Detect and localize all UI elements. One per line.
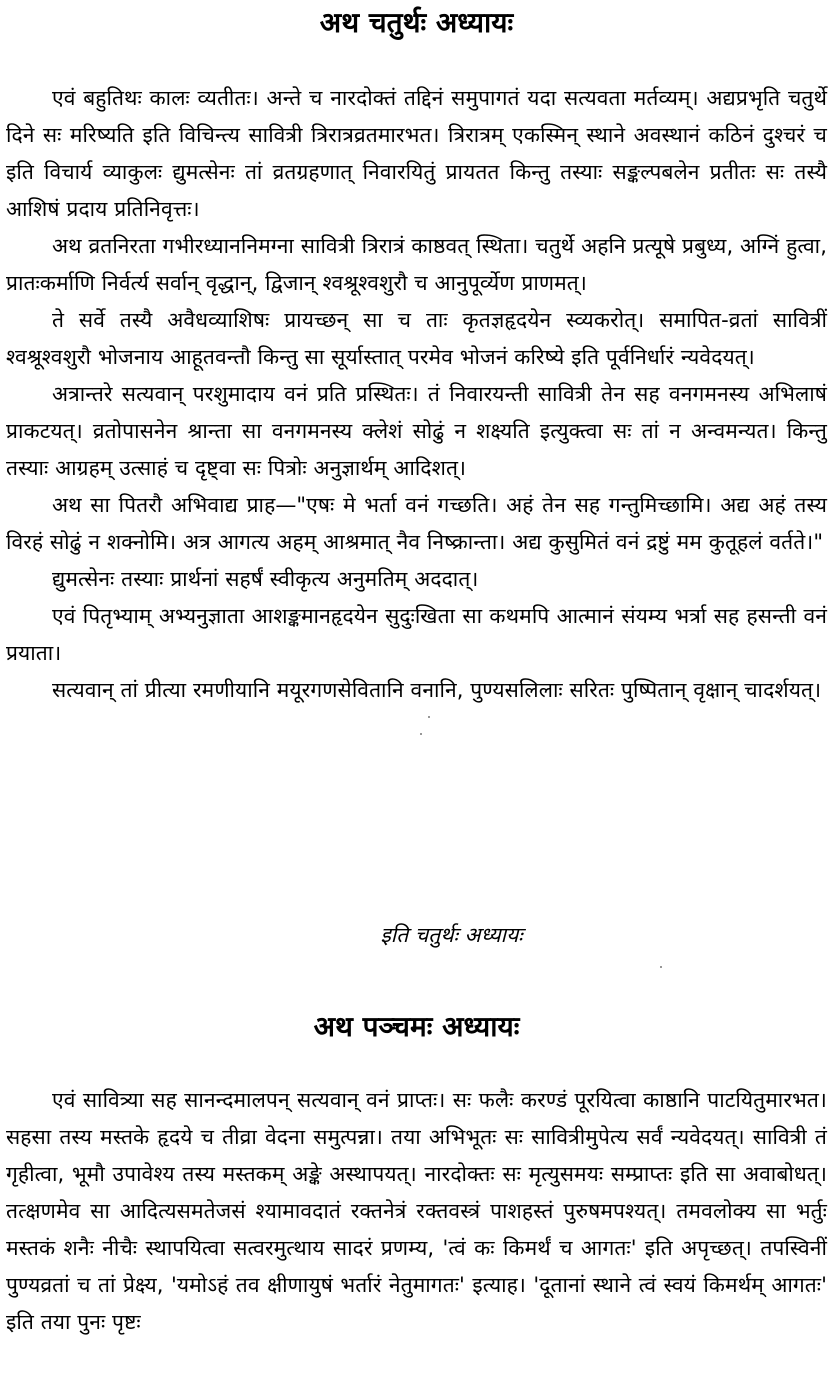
scan-speck [420, 733, 422, 735]
scan-speck [660, 966, 662, 968]
chapter-4-body [6, 80, 827, 709]
scan-speck [428, 716, 430, 718]
chapter-4-paragraph: एवं बहुतिथः कालः व्यतीतः। अन्ते च नारदोक्तं तद्दिनं समुपागतं यदा सत्यवता मर्तव्यम्। अद्यप्रभृति चतुर्थे दिने सः मरिष्यति इति विचिन्त्य सावित्री त्रिरात्रव्रतमारभत। त्रिरात्रम् एकस्मिन् स्थाने अवस्थानं कठिनं दुश्चरं च इति विचार्य व्याकुलः द्युमत्सेनः तां व्रतग्रहणात् निवारयितुं प्रायतत किन्तु तस्याः सङ्कल्पबलेन प्रतीतः सः तस्यै आशिषं प्रदाय प्रतिनिवृत्तः। [6, 86, 827, 221]
chapter-4-paragraph: अत्रान्तरे सत्यवान् परशुमादाय वनं प्रति प्रस्थितः। तं निवारयन्ती सावित्री तेन सह वनगमनस्य अभिलाषं प्राकटयत्। व्रतोपासनेन श्रान्ता सा वनगमनस्य क्लेशं सोढुं न शक्ष्यति इत्युक्त्वा सः तां न अन्वमन्यत। किन्तु तस्याः आग्रहम् उत्साहं च दृष्ट्वा सः पित्रोः अनुज्ञार्थम् आदिशत्। [6, 382, 827, 480]
chapter-4-title: अथ चतुर्थः अध्यायः [319, 6, 514, 39]
chapter-4-paragraph: एवं पितृभ्याम् अभ्यनुज्ञाता आशङ्कमानहृदयेन सुदुःखिता सा कथमपि आत्मानं संयम्य भर्त्रा सह हसन्ती वनं प्रयाता। [6, 604, 827, 665]
chapter-4-paragraph: ते सर्वे तस्यै अवैधव्याशिषः प्रायच्छन् सा च ताः कृतज्ञहृदयेन स्व्यकरोत्। समापित-व्रतां सावित्रीं श्वश्रूश्वशुरौ भोजनाय आहूतवन्तौ किन्तु सा सूर्यास्तात् परमेव भोजनं करिष्ये इति पूर्वनिर्धारं न्यवेदयत्। [6, 308, 827, 369]
chapter-4-paragraph: सत्यवान् तां प्रीत्या रमणीयानि मयूरगणसेवितानि वनानि, पुण्यसलिलाः सरितः पुष्पितान् वृक्षान् चादर्शयत्। [52, 678, 822, 702]
chapter-5-title: अथ पञ्चमः अध्यायः [313, 1010, 520, 1043]
chapter-5-body [6, 1082, 827, 1341]
chapter-4-paragraph: अथ व्रतनिरता गभीरध्याननिमग्ना सावित्री त्रिरात्रं काष्ठवत् स्थिता। चतुर्थे अहनि प्रत्यूषे प्रबुध्य, अग्निं हुत्वा, प्रातःकर्माणि निर्वर्त्य सर्वान् वृद्धान्, द्विजान् श्वश्रूश्वशुरौ च आनुपूर्व्येण प्राणमत्। [6, 234, 827, 295]
chapter-4-paragraph: द्युमत्सेनः तस्याः प्रार्थनां सहर्षं स्वीकृत्य अनुमतिम् अददात्। [52, 567, 479, 591]
chapter-5-paragraph: एवं सावित्र्या सह सानन्दमालपन् सत्यवान् वनं प्राप्तः। सः फलैः करण्डं पूरयित्वा काष्ठानि पाटयितुमारभत। सहसा तस्य मस्तके हृदये च तीव्रा वेदना समुत्पन्ना। तया अभिभूतः सः सावित्रीमुपेत्य सर्वं न्यवेदयत्। सावित्री तं गृहीत्वा, भूमौ उपावेश्य तस्य मस्तकम् अङ्के अस्थापयत्। नारदोक्तः सः मृत्युसमयः सम्प्राप्तः इति सा अवाबोधत्। तत्क्षणमेव सा आदित्यसमतेजसं श्यामावदातं रक्तनेत्रं रक्तवस्त्रं पाशहस्तं पुरुषमपश्यत्। तमवलोक्य सा भर्तुः मस्तकं शनैः नीचैः स्थापयित्वा सत्वरमुत्थाय सादरं प्रणम्य, 'त्वं कः किमर्थं च आगतः' इति अपृच्छत्। तपस्विनीं पुण्यव्रतां च तां प्रेक्ष्य, 'यमोऽहं तव क्षीणायुषं भर्तारं नेतुमागतः' इत्याह। 'दूतानां स्थाने त्वं स्वयं किमर्थम् आगतः' इति तया पुनः पृष्टः [6, 1088, 828, 1334]
chapter-4-paragraph: अथ सा पितरौ अभिवाद्य प्राह—"एषः मे भर्ता वनं गच्छति। अहं तेन सह गन्तुमिच्छामि। अद्य अहं तस्य विरहं सोढुं न शक्नोमि। अत्र आगत्य अहम् आश्रमात् नैव निष्क्रान्ता। अद्य कुसुमितं वनं द्रष्टुं मम कुतूहलं वर्तते।" [6, 493, 827, 554]
chapter-4-colophon: इति चतुर्थः अध्यायः [380, 923, 523, 947]
